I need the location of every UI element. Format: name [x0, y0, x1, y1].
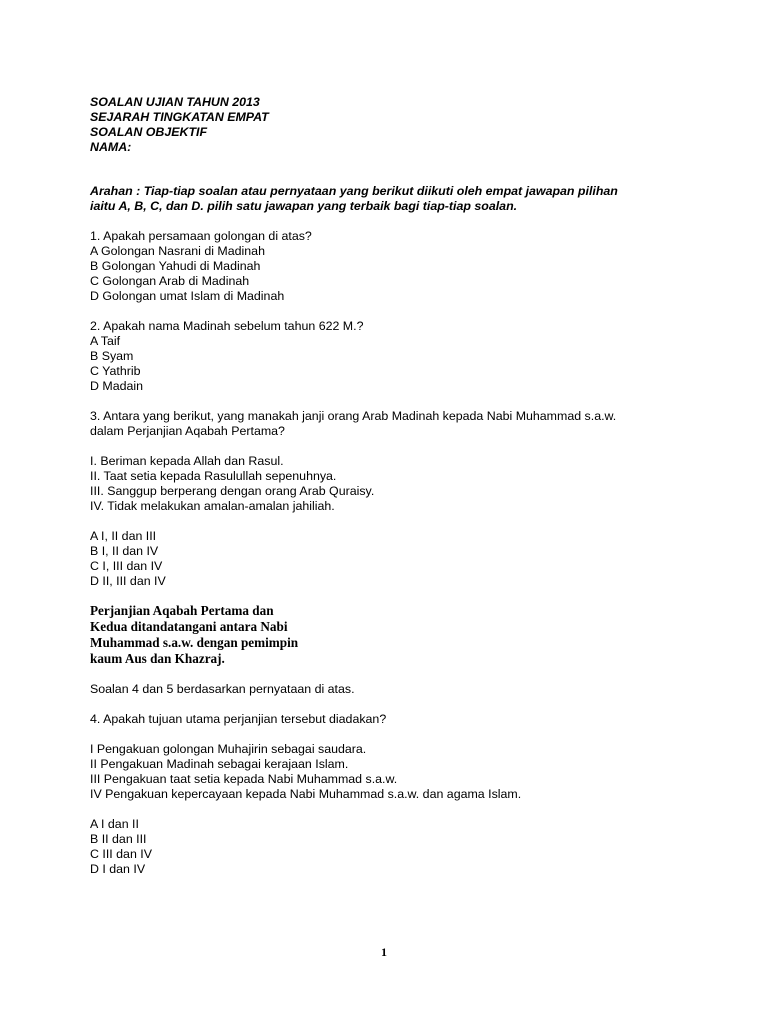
statement-item: I. Beriman kepada Allah dan Rasul. — [90, 454, 284, 468]
question-3-statements — [90, 454, 710, 514]
answer-option: C III dan IV — [90, 847, 152, 861]
exam-title: SOALAN UJIAN TAHUN 2013 — [90, 95, 260, 109]
statement-item: I Pengakuan golongan Muhajirin sebagai saudara. — [90, 742, 367, 756]
statement-item: II. Taat setia kepada Rasulullah sepenuhnya. — [90, 469, 337, 483]
statement-item: III Pengakuan taat setia kepada Nabi Muhammad s.a.w. — [90, 772, 398, 786]
question-text: 2. Apakah nama Madinah sebelum tahun 622 M.? — [90, 319, 364, 333]
name-label: NAMA: — [90, 140, 132, 154]
answer-option: D II, III dan IV — [90, 574, 166, 588]
exam-section: SOALAN OBJEKTIF — [90, 125, 208, 139]
question-3-options — [90, 529, 710, 589]
directions-line: iaitu A, B, C, dan D. pilih satu jawapan yang terbaik bagi tiap-tiap soalan. — [90, 199, 518, 213]
statement-item: IV. Tidak melakukan amalan-amalan jahiliah. — [90, 499, 335, 513]
stimulus-line: kaum Aus dan Khazraj. — [90, 651, 225, 666]
question-text: 3. Antara yang berikut, yang manakah janji orang Arab Madinah kepada Nabi Muhammad s.a.w. — [90, 409, 617, 423]
question-4 — [90, 712, 710, 727]
question-text: 1. Apakah persamaan golongan di atas? — [90, 229, 312, 243]
answer-option: B Syam — [90, 349, 134, 363]
question-text: 4. Apakah tujuan utama perjanjian tersebut diadakan? — [90, 712, 387, 726]
question-4-statements — [90, 742, 710, 802]
answer-option: D I dan IV — [90, 862, 146, 876]
answer-option: C Yathrib — [90, 364, 141, 378]
answer-option: D Golongan umat Islam di Madinah — [90, 289, 285, 303]
page-number: 1 — [381, 945, 387, 959]
answer-option: B Golongan Yahudi di Madinah — [90, 259, 261, 273]
answer-option: C I, III dan IV — [90, 559, 163, 573]
statement-item: II Pengakuan Madinah sebagai kerajaan Islam. — [90, 757, 349, 771]
statement-item: III. Sanggup berperang dengan orang Arab Quraisy. — [90, 484, 375, 498]
answer-option: B II dan III — [90, 832, 147, 846]
stimulus-statement — [90, 603, 710, 667]
question-3 — [90, 409, 710, 439]
directions-line: Arahan : Tiap-tiap soalan atau pernyataan yang berikut diikuti oleh empat jawapan pilihan — [90, 184, 618, 198]
stimulus-note-text: Soalan 4 dan 5 berdasarkan pernyataan di atas. — [90, 682, 355, 696]
answer-option: C Golongan Arab di Madinah — [90, 274, 250, 288]
answer-option: A I, II dan III — [90, 529, 157, 543]
exam-page — [90, 95, 710, 877]
stimulus-line: Perjanjian Aqabah Pertama dan — [90, 603, 274, 618]
exam-subject: SEJARAH TINGKATAN EMPAT — [90, 110, 269, 124]
stimulus-line: Kedua ditandatangani antara Nabi — [90, 619, 288, 634]
answer-option: A Golongan Nasrani di Madinah — [90, 244, 265, 258]
question-1 — [90, 229, 710, 304]
stimulus-line: Muhammad s.a.w. dengan pemimpin — [90, 635, 299, 650]
question-2 — [90, 319, 710, 394]
answer-option: A I dan II — [90, 817, 139, 831]
answer-option: D Madain — [90, 379, 144, 393]
statement-item: IV Pengakuan kepercayaan kepada Nabi Muhammad s.a.w. dan agama Islam. — [90, 787, 522, 801]
directions — [90, 184, 710, 214]
answer-option: A Taif — [90, 334, 121, 348]
question-4-options — [90, 817, 710, 877]
answer-option: B I, II dan IV — [90, 544, 159, 558]
exam-header — [90, 95, 710, 155]
stimulus-note — [90, 682, 710, 697]
question-text: dalam Perjanjian Aqabah Pertama? — [90, 424, 285, 438]
